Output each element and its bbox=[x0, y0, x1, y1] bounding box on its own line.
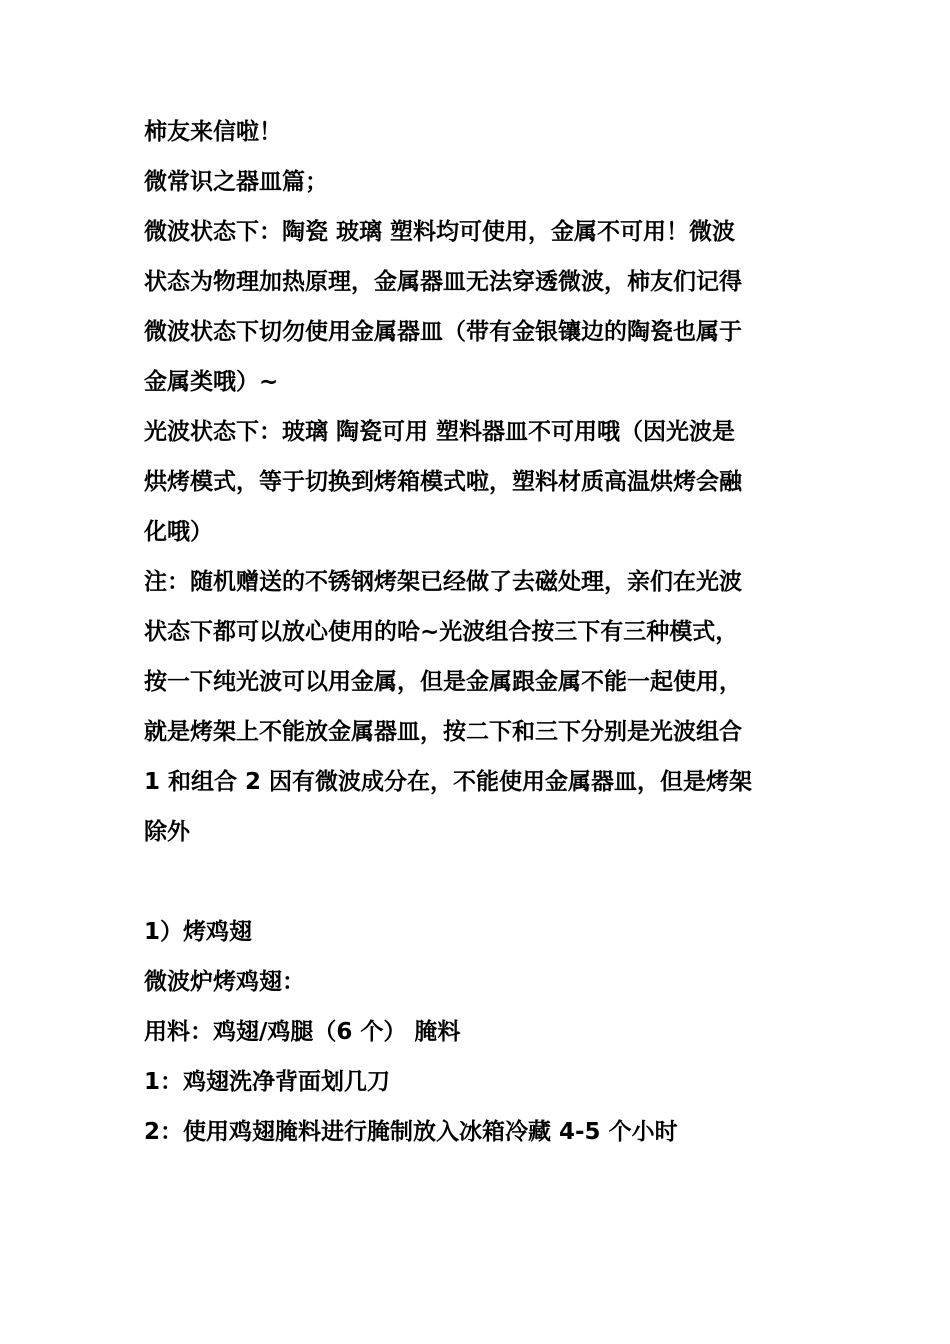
text-line: 1：鸡翅洗净背面划几刀 bbox=[144, 1069, 391, 1095]
section-heading: 1）烤鸡翅 bbox=[144, 919, 253, 945]
document-body bbox=[144, 107, 814, 1157]
text-line: 微波状态下：陶瓷 玻璃 塑料均可使用，金属不可用！微波 bbox=[144, 219, 736, 245]
text-line: 状态为物理加热原理，金属器皿无法穿透微波，柿友们记得 bbox=[144, 269, 742, 295]
text-line: 微波状态下切勿使用金属器皿（带有金银镶边的陶瓷也属于 bbox=[144, 319, 742, 345]
text-line: 烘烤模式，等于切换到烤箱模式啦，塑料材质高温烘烤会融 bbox=[144, 469, 742, 495]
text-line: 按一下纯光波可以用金属，但是金属跟金属不能一起使用， bbox=[144, 669, 742, 695]
text-line: 光波状态下：玻璃 陶瓷可用 塑料器皿不可用哦（因光波是 bbox=[144, 419, 736, 445]
text-line: 微常识之器皿篇； bbox=[144, 169, 328, 195]
text-line: 除外 bbox=[144, 819, 190, 845]
text-line: 用料：鸡翅/鸡腿（6 个） 腌料 bbox=[144, 1019, 461, 1045]
text-line: 状态下都可以放心使用的哈~光波组合按三下有三种模式， bbox=[144, 619, 739, 645]
text-line: 1 和组合 2 因有微波成分在，不能使用金属器皿，但是烤架 bbox=[144, 769, 753, 795]
text-line: 就是烤架上不能放金属器皿，按二下和三下分别是光波组合 bbox=[144, 719, 742, 745]
text-line: 注：随机赠送的不锈钢烤架已经做了去磁处理，亲们在光波 bbox=[144, 569, 742, 595]
text-line: 化哦） bbox=[144, 519, 213, 545]
text-line: 金属类哦）~ bbox=[144, 369, 279, 395]
text-line: 微波炉烤鸡翅： bbox=[144, 969, 305, 995]
text-line: 柿友来信啦！ bbox=[144, 119, 282, 145]
blank-line bbox=[144, 857, 814, 907]
text-line: 2：使用鸡翅腌料进行腌制放入冰箱冷藏 4-5 个小时 bbox=[144, 1119, 678, 1145]
